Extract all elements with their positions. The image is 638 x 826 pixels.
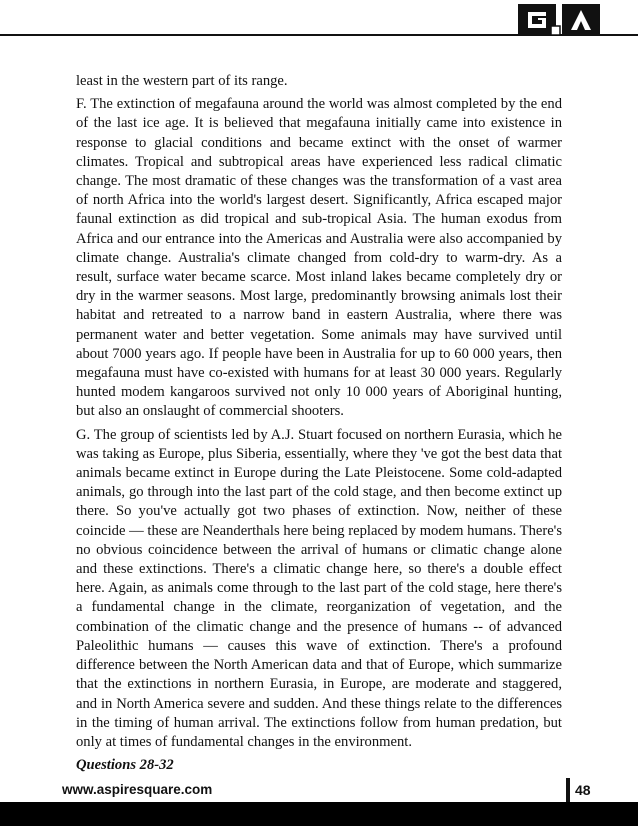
questions-heading: Questions 28-32 [76, 757, 174, 774]
footer-url: www.aspiresquare.com [62, 782, 213, 797]
footer-band [0, 802, 638, 826]
paragraph-g: G. The group of scientists led by A.J. Stuart focused on northern Eurasia, which he was taking as Europe, plus Siberia, essentially, where they 've got the best data that animals became extinct in Europe during the Late Pleistocene. Some cold-adapted animals, go through into the last part of the cold stage, and then become extinct up there. So you've actually got two phases of extinction. Now, neither of these coincide — these are Neanderthals here being replaced by modem humans. There's no obvious coincidence between the arrival of humans or climatic change alone and these extinctions. There's a climatic change here, so there's a double effect here. Again, as animals come through to the last part of the cold stage, here there's a fundamental change in the climate, reorganization of vegetation, and the combination of the climatic change and the presence of humans -- of advanced Paleolithic humans — causes this wave of extinction. There's a profound difference between the North American data and that of Europe, which summarize that the extinctions in northern Eurasia, in Europe, are moderate and staggered, and in North America severe and sudden. And these things relate to the differences in the timing of human arrival. The extinctions follow from human predation, but only at times of fundamental changes in the environment. [76, 426, 562, 750]
paragraph-continuation: least in the western part of its range. [76, 73, 288, 89]
document-body [76, 72, 562, 779]
page-number-divider [566, 778, 570, 802]
paragraph-f: F. The extinction of megafauna around the world was almost completed by the end of the last ice age. It is believed that megafauna initially came into existence in response to glacial conditions and became extinct with the onset of warmer climates. Tropical and subtropical areas have experienced less radical climatic change. The most dramatic of these changes was the transformation of a vast area of north Africa into the world's largest desert. Significantly, Africa escaped major faunal extinction as did tropical and sub-tropical Asia. The human exodus from Africa and our entrance into the Americas and Australia were also accompanied by climate change. Australia's climate changed from cold-dry to warm-dry. As a result, surface water became scarce. Most inland lakes became completely dry or dry in the warmer seasons. Most large, predominantly browsing animals lost their habitat and retreated to a narrow band in eastern Australia, where there was permanent water and better vegetation. Some animals may have survived until about 7000 years ago. If people have been in Australia for up to 60 000 years, then megafauna must have co-existed with humans for at least 30 000 years. Regularly hunted modem kangaroos survived not only 10 000 years of Aboriginal hunting, but also an onslaught of commercial shooters. [76, 96, 562, 420]
aspire-square-logo-icon [518, 2, 610, 38]
page-number: 48 [575, 782, 591, 798]
